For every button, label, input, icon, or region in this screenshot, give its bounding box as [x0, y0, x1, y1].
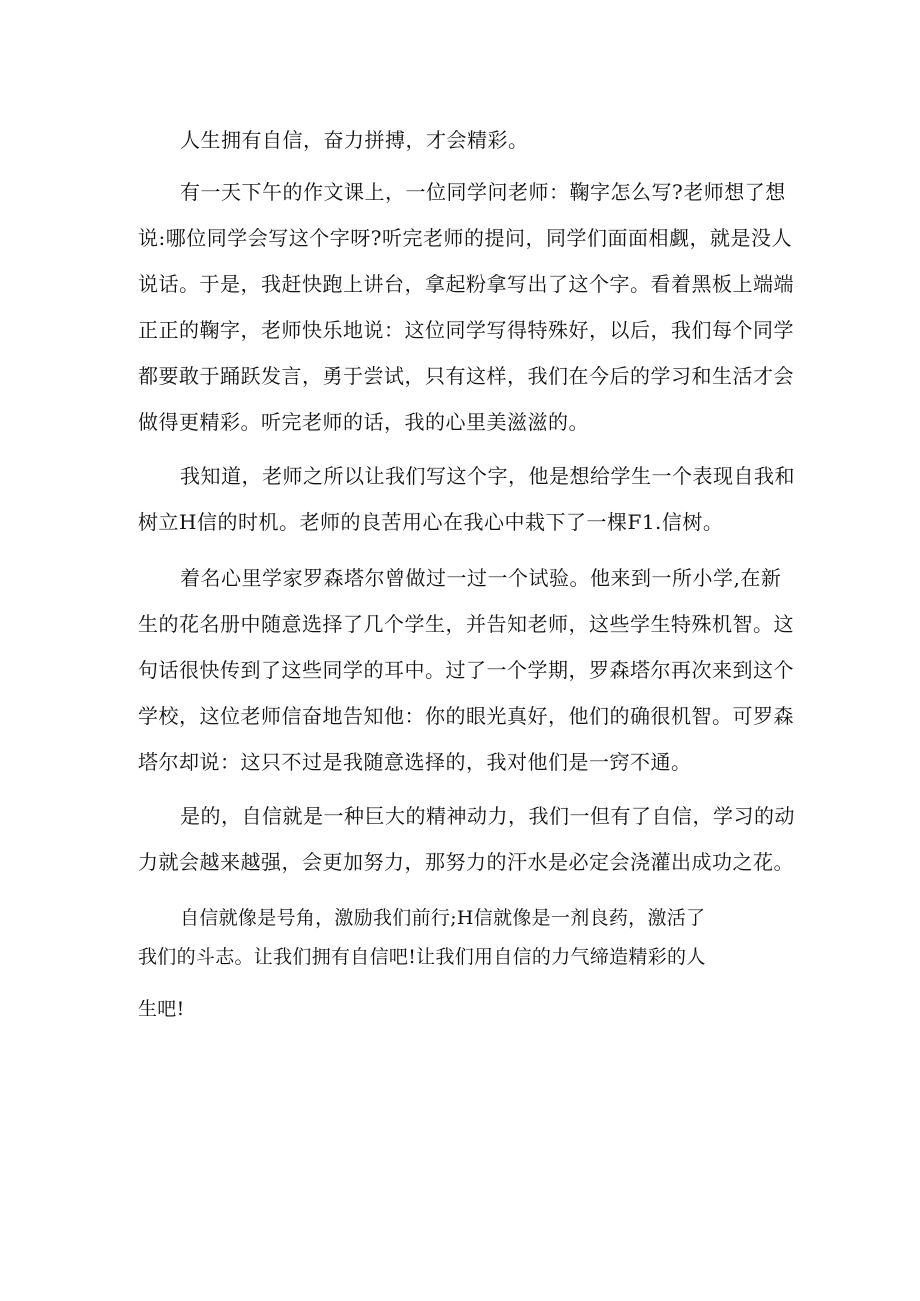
paragraph-2-line-6: 做得更精彩。听完老师的话，我的心里美滋滋的。: [138, 410, 589, 434]
paragraph-4-line-1: 着名心里学家罗森塔尔曾做过一过一个试验。他来到一所小学,在新: [180, 566, 782, 590]
paragraph-2-line-1: 有一天下午的作文课上，一位同学问老师：鞠字怎么写?老师想了想: [180, 180, 786, 204]
paragraph-4-line-2: 生的花名册中随意选择了几个学生，并告知老师，这些学生特殊机智。这: [138, 612, 794, 636]
paragraph-2-line-4: 正正的鞠字，老师快乐地说：这位同学写得特殊好，以后，我们每个同学: [138, 318, 794, 342]
paragraph-6-line-2: 我们的斗志。让我们拥有自信吧!让我们用自信的力气缔造精彩的人: [138, 946, 706, 968]
paragraph-2-line-2: 说:哪位同学会写这个字呀?听完老师的提问，同学们面面相觑，就是没人: [138, 226, 792, 250]
paragraph-6-line-3: 生吧!: [138, 998, 185, 1020]
paragraph-5-line-1: 是的，自信就是一种巨大的精神动力，我们一但有了自信，学习的动: [180, 804, 795, 828]
paragraph-2-line-3: 说话。于是，我赶快跑上讲台，拿起粉拿写出了这个字。看着黑板上端端: [138, 272, 794, 296]
paragraph-6-line-1: 自信就像是号角，激励我们前行;H信就像是一剂良药，激活了: [180, 907, 706, 929]
paragraph-3-line-2: 树立H信的时机。老师的良苦用心在我心中栽下了一棵F1.信树。: [138, 510, 724, 534]
paragraph-5-line-2: 力就会越来越强，会更加努力，那努力的汗水是必定会浇灌出成功之花。: [138, 850, 794, 874]
paragraph-2-line-5: 都要敢于踊跃发言，勇于尝试，只有这样，我们在今后的学习和生活才会: [138, 364, 794, 388]
paragraph-4-line-5: 塔尔却说：这只不过是我随意选择的，我对他们是一窍不通。: [138, 750, 692, 774]
paragraph-3-line-1: 我知道，老师之所以让我们写这个字，他是想给学生一个表现自我和: [180, 464, 795, 488]
paragraph-4-line-3: 句话很快传到了这些同学的耳中。过了一个学期，罗森塔尔再次来到这个: [138, 658, 794, 682]
paragraph-4-line-4: 学校，这位老师信奋地告知他：你的眼光真好，他们的确很机智。可罗森: [138, 704, 794, 728]
paragraph-1-line-1: 人生拥有自信，奋力拼搏，才会精彩。: [180, 128, 529, 152]
